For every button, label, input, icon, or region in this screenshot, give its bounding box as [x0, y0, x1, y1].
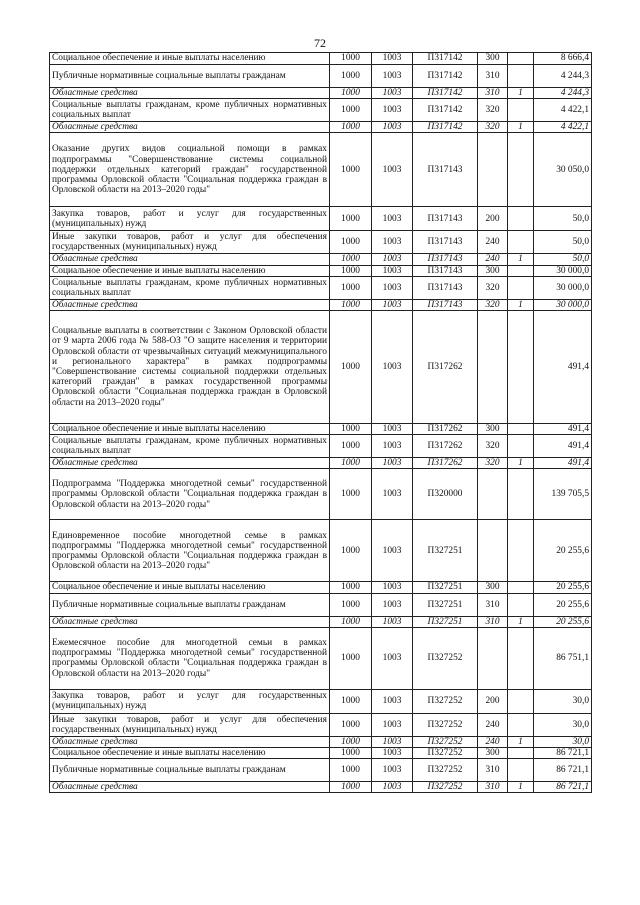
cell-subsection: 1003 [372, 520, 413, 582]
cell-section: 1000 [330, 782, 372, 793]
cell-section: 1000 [330, 299, 372, 310]
table-row [50, 53, 592, 65]
cell-fund-source [508, 311, 534, 424]
cell-subsection: 1003 [372, 265, 413, 276]
cell-amount: 30,0 [534, 713, 592, 736]
cell-expense-type: 300 [478, 748, 508, 759]
cell-section: 1000 [330, 759, 372, 782]
table-row [50, 435, 592, 458]
cell-target-article: П317142 [413, 53, 478, 65]
cell-subsection: 1003 [372, 299, 413, 310]
cell-expense-type: 300 [478, 265, 508, 276]
cell-name: Областные средства [50, 458, 330, 469]
cell-target-article: П317143 [413, 207, 478, 231]
cell-name: Публичные нормативные социальные выплаты гражданам [50, 65, 330, 88]
cell-section: 1000 [330, 627, 372, 689]
table-row [50, 133, 592, 207]
cell-expense-type: 310 [478, 65, 508, 88]
cell-expense-type: 240 [478, 231, 508, 254]
cell-name: Социальное обеспечение и иные выплаты населению [50, 265, 330, 276]
cell-subsection: 1003 [372, 53, 413, 65]
table-row [50, 593, 592, 616]
cell-name: Социальное обеспечение и иные выплаты населению [50, 424, 330, 435]
cell-fund-source: 1 [508, 122, 534, 133]
cell-name: Социальные выплаты гражданам, кроме публичных нормативных социальных выплат [50, 99, 330, 122]
cell-section: 1000 [330, 207, 372, 231]
cell-name: Социальное обеспечение и иные выплаты населению [50, 53, 330, 65]
cell-subsection: 1003 [372, 713, 413, 736]
cell-fund-source [508, 593, 534, 616]
table-row [50, 311, 592, 424]
cell-fund-source [508, 689, 534, 713]
cell-section: 1000 [330, 593, 372, 616]
table-row [50, 782, 592, 793]
cell-fund-source [508, 133, 534, 207]
cell-subsection: 1003 [372, 616, 413, 627]
cell-fund-source [508, 231, 534, 254]
cell-name: Социальное обеспечение и иные выплаты населению [50, 582, 330, 593]
cell-target-article: П320000 [413, 469, 478, 520]
cell-name: Областные средства [50, 736, 330, 747]
table-row [50, 65, 592, 88]
cell-section: 1000 [330, 713, 372, 736]
cell-fund-source [508, 65, 534, 88]
cell-name: Иные закупки товаров, работ и услуг для обеспечения государственных (муниципальных) нужд [50, 713, 330, 736]
cell-name: Областные средства [50, 254, 330, 265]
cell-amount: 30 000,0 [534, 265, 592, 276]
cell-section: 1000 [330, 424, 372, 435]
cell-target-article: П317142 [413, 65, 478, 88]
cell-amount: 20 255,6 [534, 582, 592, 593]
table-row [50, 520, 592, 582]
cell-amount: 86 721,1 [534, 782, 592, 793]
cell-subsection: 1003 [372, 65, 413, 88]
cell-target-article: П317262 [413, 424, 478, 435]
cell-section: 1000 [330, 265, 372, 276]
cell-amount: 8 666,4 [534, 53, 592, 65]
cell-target-article: П327252 [413, 759, 478, 782]
cell-fund-source [508, 276, 534, 299]
cell-section: 1000 [330, 88, 372, 99]
table-row [50, 231, 592, 254]
cell-amount: 491,4 [534, 311, 592, 424]
cell-subsection: 1003 [372, 748, 413, 759]
table-row [50, 207, 592, 231]
cell-expense-type: 300 [478, 424, 508, 435]
cell-section: 1000 [330, 122, 372, 133]
cell-expense-type: 320 [478, 99, 508, 122]
cell-subsection: 1003 [372, 627, 413, 689]
page-number: 72 [314, 36, 326, 50]
cell-target-article: П317143 [413, 276, 478, 299]
cell-target-article: П317143 [413, 299, 478, 310]
cell-target-article: П317142 [413, 99, 478, 122]
cell-name: Социальные выплаты гражданам, кроме публичных нормативных социальных выплат [50, 276, 330, 299]
cell-amount: 50,0 [534, 254, 592, 265]
cell-expense-type: 310 [478, 616, 508, 627]
cell-name: Публичные нормативные социальные выплаты гражданам [50, 759, 330, 782]
cell-expense-type: 200 [478, 207, 508, 231]
cell-target-article: П327251 [413, 616, 478, 627]
cell-amount: 30 000,0 [534, 299, 592, 310]
cell-target-article: П327252 [413, 782, 478, 793]
cell-subsection: 1003 [372, 88, 413, 99]
cell-amount: 30 000,0 [534, 276, 592, 299]
cell-target-article: П317142 [413, 88, 478, 99]
cell-amount: 139 705,5 [534, 469, 592, 520]
cell-section: 1000 [330, 458, 372, 469]
cell-amount: 491,4 [534, 458, 592, 469]
cell-expense-type [478, 469, 508, 520]
cell-amount: 4 422,1 [534, 122, 592, 133]
table-body [50, 53, 592, 793]
table-row [50, 759, 592, 782]
cell-amount: 491,4 [534, 424, 592, 435]
cell-subsection: 1003 [372, 782, 413, 793]
cell-fund-source [508, 713, 534, 736]
cell-fund-source: 1 [508, 782, 534, 793]
cell-expense-type: 310 [478, 782, 508, 793]
cell-section: 1000 [330, 254, 372, 265]
cell-target-article: П317143 [413, 231, 478, 254]
cell-name: Областные средства [50, 299, 330, 310]
table-row [50, 265, 592, 276]
cell-subsection: 1003 [372, 759, 413, 782]
cell-subsection: 1003 [372, 122, 413, 133]
budget-table [49, 52, 592, 793]
table-row [50, 748, 592, 759]
cell-name: Областные средства [50, 782, 330, 793]
cell-name: Оказание других видов социальной помощи в рамках подпрограммы "Совершенствование системы социальной поддержки отдельных категорий граждан" государственной программы Орловской области "Социальная поддержка граждан в Орловской области на 2013–2020 годы" [50, 133, 330, 207]
cell-expense-type: 320 [478, 299, 508, 310]
cell-fund-source: 1 [508, 254, 534, 265]
cell-name: Единовременное пособие многодетной семье в рамках подпрограммы "Поддержка многодетной семьи" государственной программы Орловской области "Социальная поддержка граждан в Орловской области на 2013–2020 годы" [50, 520, 330, 582]
cell-subsection: 1003 [372, 133, 413, 207]
cell-section: 1000 [330, 231, 372, 254]
cell-fund-source: 1 [508, 88, 534, 99]
cell-subsection: 1003 [372, 424, 413, 435]
cell-section: 1000 [330, 53, 372, 65]
cell-fund-source: 1 [508, 299, 534, 310]
cell-section: 1000 [330, 276, 372, 299]
cell-name: Социальные выплаты в соответствии с Законом Орловской области от 9 марта 2006 года № 588-ОЗ "О защите населения и территории Орловской области от чрезвычайных ситуаций межмуниципального и регионального характера" в рамках подпрограммы "Совершенствование системы социальной поддержки отдельных категорий граждан" в рамках государственной программы Орловской области "Социальная поддержка граждан в Орловской области на 2013–2020 годы" [50, 311, 330, 424]
cell-amount: 50,0 [534, 207, 592, 231]
cell-fund-source [508, 520, 534, 582]
cell-target-article: П327252 [413, 736, 478, 747]
cell-target-article: П327251 [413, 520, 478, 582]
cell-fund-source: 1 [508, 616, 534, 627]
cell-name: Иные закупки товаров, работ и услуг для обеспечения государственных (муниципальных) нужд [50, 231, 330, 254]
cell-expense-type: 320 [478, 276, 508, 299]
cell-name: Областные средства [50, 122, 330, 133]
cell-fund-source: 1 [508, 458, 534, 469]
cell-section: 1000 [330, 311, 372, 424]
cell-expense-type: 300 [478, 582, 508, 593]
cell-subsection: 1003 [372, 276, 413, 299]
cell-fund-source [508, 759, 534, 782]
cell-expense-type [478, 133, 508, 207]
cell-name: Областные средства [50, 88, 330, 99]
cell-amount: 20 255,6 [534, 593, 592, 616]
table-row [50, 424, 592, 435]
cell-amount: 4 422,1 [534, 99, 592, 122]
cell-subsection: 1003 [372, 593, 413, 616]
cell-name: Социальное обеспечение и иные выплаты населению [50, 748, 330, 759]
cell-expense-type: 310 [478, 759, 508, 782]
cell-target-article: П327252 [413, 627, 478, 689]
cell-amount: 50,0 [534, 231, 592, 254]
table-row [50, 122, 592, 133]
cell-subsection: 1003 [372, 736, 413, 747]
cell-fund-source: 1 [508, 736, 534, 747]
table-row [50, 254, 592, 265]
cell-amount: 491,4 [534, 435, 592, 458]
cell-fund-source [508, 748, 534, 759]
cell-fund-source [508, 207, 534, 231]
cell-expense-type: 310 [478, 593, 508, 616]
table-row [50, 88, 592, 99]
table-row [50, 582, 592, 593]
cell-fund-source [508, 469, 534, 520]
cell-section: 1000 [330, 689, 372, 713]
cell-amount: 4 244,3 [534, 88, 592, 99]
cell-subsection: 1003 [372, 469, 413, 520]
cell-target-article: П317143 [413, 265, 478, 276]
cell-section: 1000 [330, 99, 372, 122]
table-row [50, 713, 592, 736]
table-row [50, 299, 592, 310]
cell-target-article: П317262 [413, 458, 478, 469]
table-row [50, 458, 592, 469]
cell-target-article: П317262 [413, 435, 478, 458]
table-row [50, 276, 592, 299]
cell-name: Публичные нормативные социальные выплаты гражданам [50, 593, 330, 616]
table-row [50, 627, 592, 689]
cell-subsection: 1003 [372, 207, 413, 231]
cell-section: 1000 [330, 435, 372, 458]
cell-expense-type: 310 [478, 88, 508, 99]
cell-subsection: 1003 [372, 99, 413, 122]
cell-subsection: 1003 [372, 458, 413, 469]
cell-amount: 30 050,0 [534, 133, 592, 207]
cell-amount: 86 721,1 [534, 759, 592, 782]
cell-subsection: 1003 [372, 582, 413, 593]
cell-expense-type: 320 [478, 458, 508, 469]
cell-subsection: 1003 [372, 311, 413, 424]
cell-expense-type [478, 627, 508, 689]
cell-target-article: П327252 [413, 748, 478, 759]
cell-section: 1000 [330, 582, 372, 593]
cell-expense-type: 240 [478, 254, 508, 265]
cell-amount: 86 751,1 [534, 627, 592, 689]
cell-target-article: П327252 [413, 713, 478, 736]
cell-fund-source [508, 265, 534, 276]
cell-target-article: П317143 [413, 133, 478, 207]
cell-fund-source [508, 424, 534, 435]
cell-target-article: П327251 [413, 593, 478, 616]
cell-fund-source [508, 99, 534, 122]
cell-amount: 86 721,1 [534, 748, 592, 759]
cell-name: Закупка товаров, работ и услуг для государственных (муниципальных) нужд [50, 207, 330, 231]
cell-name: Закупка товаров, работ и услуг для государственных (муниципальных) нужд [50, 689, 330, 713]
cell-section: 1000 [330, 736, 372, 747]
table-row [50, 616, 592, 627]
cell-target-article: П317143 [413, 254, 478, 265]
cell-fund-source [508, 582, 534, 593]
cell-name: Социальные выплаты гражданам, кроме публичных нормативных социальных выплат [50, 435, 330, 458]
cell-name: Подпрограмма "Поддержка многодетной семьи" государственной программы Орловской области "Социальная поддержка граждан в Орловской области на 2013–2020 годы" [50, 469, 330, 520]
table-row [50, 689, 592, 713]
cell-amount: 20 255,6 [534, 520, 592, 582]
table-row [50, 736, 592, 747]
cell-target-article: П327252 [413, 689, 478, 713]
cell-expense-type: 320 [478, 122, 508, 133]
cell-fund-source [508, 627, 534, 689]
cell-amount: 30,0 [534, 689, 592, 713]
cell-expense-type: 300 [478, 53, 508, 65]
table-row [50, 469, 592, 520]
cell-target-article: П317142 [413, 122, 478, 133]
cell-name: Ежемесячное пособие для многодетной семьи в рамках подпрограммы "Поддержка многодетной семьи" государственной программы Орловской области "Социальная поддержка граждан в Орловской области на 2013–2020 годы" [50, 627, 330, 689]
cell-expense-type: 240 [478, 736, 508, 747]
cell-expense-type: 200 [478, 689, 508, 713]
cell-section: 1000 [330, 469, 372, 520]
cell-target-article: П317262 [413, 311, 478, 424]
cell-subsection: 1003 [372, 689, 413, 713]
cell-expense-type [478, 311, 508, 424]
cell-name: Областные средства [50, 616, 330, 627]
cell-subsection: 1003 [372, 435, 413, 458]
cell-fund-source [508, 53, 534, 65]
cell-amount: 30,0 [534, 736, 592, 747]
cell-section: 1000 [330, 748, 372, 759]
cell-fund-source [508, 435, 534, 458]
cell-amount: 4 244,3 [534, 65, 592, 88]
cell-expense-type: 240 [478, 713, 508, 736]
cell-expense-type: 320 [478, 435, 508, 458]
cell-subsection: 1003 [372, 254, 413, 265]
cell-target-article: П327251 [413, 582, 478, 593]
cell-section: 1000 [330, 520, 372, 582]
cell-section: 1000 [330, 65, 372, 88]
cell-subsection: 1003 [372, 231, 413, 254]
cell-section: 1000 [330, 133, 372, 207]
cell-amount: 20 255,6 [534, 616, 592, 627]
cell-section: 1000 [330, 616, 372, 627]
table-row [50, 99, 592, 122]
cell-expense-type [478, 520, 508, 582]
